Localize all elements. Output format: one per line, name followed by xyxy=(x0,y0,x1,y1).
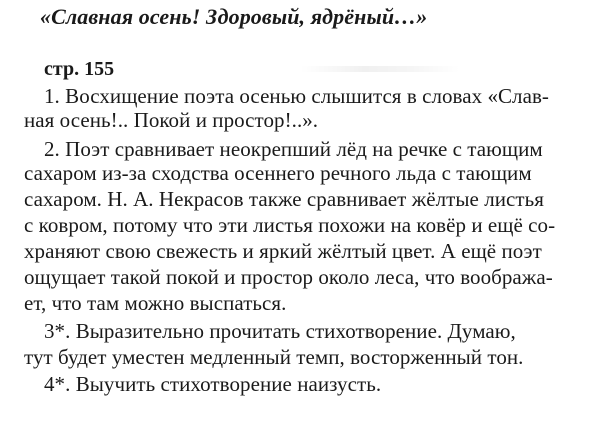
text-line: 4*. Выучить стихотворение наизусть. xyxy=(44,372,382,396)
text-line: тут будет уместен медленный темп, восторженный тон. xyxy=(24,345,524,369)
document-title: «Славная осень! Здоровый, ядрёный…» xyxy=(40,4,428,29)
text-line: сахаром. Н. А. Некрасов также сравнивает жёлтые листья xyxy=(24,187,544,211)
text-line: ная осень!.. Покой и простор!..». xyxy=(24,108,319,132)
text-line: с ковром, потому что эти листья похожи на ковёр и ещё со- xyxy=(24,213,556,237)
page-reference: стр. 155 xyxy=(44,58,115,80)
text-line: 1. Восхищение поэта осенью слышится в словах «Слав- xyxy=(44,84,549,108)
text-line: ощущает такой покой и простор около леса, что вообража- xyxy=(24,265,553,289)
text-line: 3*. Выразительно прочитать стихотворение. Думаю, xyxy=(44,319,516,343)
text-line: храняют свою свежесть и яркий жёлтый цвет. А ещё поэт xyxy=(24,239,542,263)
text-line: ет, что там можно выспаться. xyxy=(24,291,287,315)
text-line: 2. Поэт сравнивает неокрепший лёд на речке с тающим xyxy=(44,137,543,161)
scan-smudge xyxy=(300,66,460,72)
text-line: сахаром из-за сходства осеннего речного льда с тающим xyxy=(24,161,532,185)
